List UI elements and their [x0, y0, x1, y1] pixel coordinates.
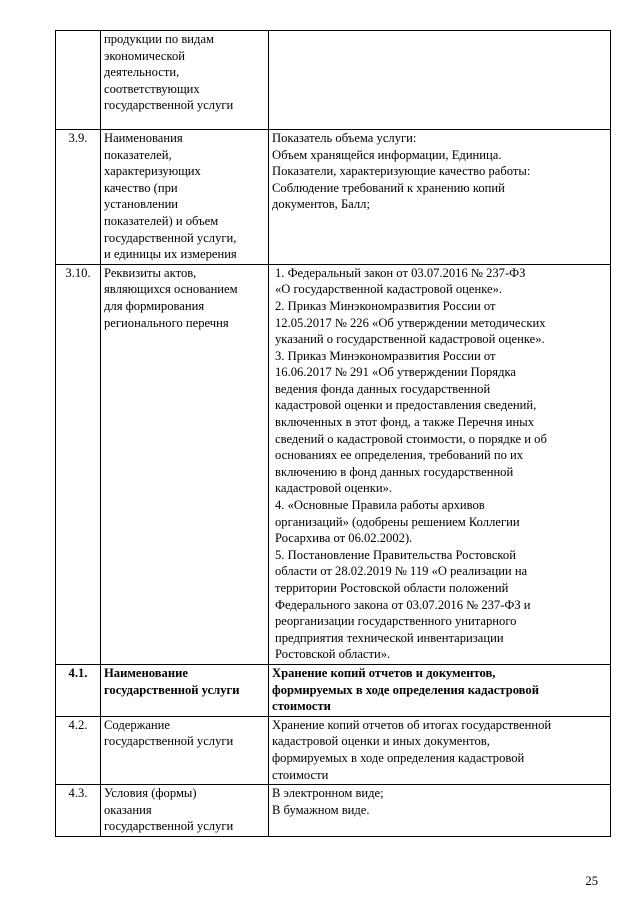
table-row — [56, 716, 611, 784]
page-number: 25 — [585, 874, 598, 888]
cell-line: кадастровой оценки и предоставления сведений, — [275, 398, 537, 413]
cell-line: Хранение копий отчетов об итогах государственной — [272, 717, 552, 732]
row-value — [269, 129, 611, 264]
cell-line: организаций» (одобрены решением Коллегии — [275, 514, 520, 529]
row-number: 3.9. — [56, 129, 101, 264]
cell-line: 12.05.2017 № 226 «Об утверждении методических — [275, 315, 546, 330]
cell-line: Объем хранящейся информации, Единица. — [272, 147, 502, 162]
row-label — [101, 664, 269, 716]
cell-line: сведений о кадастровой стоимости, о порядке и об — [275, 431, 547, 446]
cell-line: территории Ростовской области положений — [275, 581, 509, 595]
table-row — [56, 31, 611, 130]
cell-line: являющихся основанием — [104, 282, 238, 297]
cell-line: установлении — [104, 197, 179, 212]
cell-line: Содержание — [104, 717, 170, 732]
cell-line: указаний о государственной кадастровой оценке». — [275, 332, 545, 347]
cell-line: показателей, — [104, 147, 172, 162]
cell-line: 16.06.2017 № 291 «Об утверждении Порядка — [275, 365, 517, 380]
cell-line: кадастровой оценки и иных документов, — [272, 734, 490, 749]
row-number: 4.1. — [56, 664, 101, 716]
cell-line: 5. Постановление Правительства Ростовской — [275, 547, 516, 562]
cell-line: 1. Федеральный закон от 03.07.2016 № 237-ФЗ — [275, 265, 526, 280]
cell-line: качество (при — [104, 180, 178, 195]
cell-line: Наименования — [104, 130, 183, 145]
cell-line: государственной услуги — [104, 819, 234, 834]
row-number: 4.2. — [56, 716, 101, 784]
cell-line: документов, Балл; — [272, 197, 370, 212]
cell-line: включению в фонд данных государственной — [275, 464, 514, 479]
cell-line: Ростовской области». — [275, 647, 391, 662]
row-number: 3.10. — [56, 264, 101, 664]
cell-line: Хранение копий отчетов и документов, — [272, 665, 496, 680]
cell-line: кадастровой оценки». — [275, 481, 393, 496]
cell-line: государственной услуги — [104, 98, 234, 113]
cell-line: стоимости — [272, 699, 331, 714]
row-label — [101, 31, 269, 130]
table-row — [56, 664, 611, 716]
cell-line: 2. Приказ Минэкономразвития России от — [275, 298, 496, 313]
table-row — [56, 785, 611, 837]
cell-line: стоимости — [272, 767, 329, 782]
cell-line: «О государственной кадастровой оценке». — [275, 282, 503, 297]
cell-line: формируемых в ходе определения кадастровой — [272, 682, 539, 697]
row-label — [101, 264, 269, 664]
cell-line: Росархива от 06.02.2002). — [275, 531, 413, 546]
cell-line: Реквизиты актов, — [104, 265, 197, 280]
cell-line: показателей) и объем — [104, 213, 219, 228]
cell-line: Федерального закона от 03.07.2016 № 237-ФЗ и — [275, 597, 531, 612]
cell-line: экономической — [104, 48, 186, 63]
table-row — [56, 264, 611, 664]
cell-line: Показатели, характеризующие качество работы: — [272, 164, 531, 179]
row-value — [269, 716, 611, 784]
row-value — [269, 264, 611, 664]
cell-line: Наименование — [104, 665, 188, 680]
cell-line: основаниях ее определения, требований по их — [275, 448, 524, 463]
service-table — [55, 30, 611, 837]
row-label — [101, 785, 269, 837]
cell-line: Условия (формы) — [104, 786, 197, 801]
cell-line: государственной услуги, — [104, 230, 237, 245]
cell-line: характеризующих — [104, 164, 201, 179]
table-row — [56, 129, 611, 264]
cell-line: В бумажном виде. — [272, 802, 370, 817]
cell-line: продукции по видам — [104, 32, 214, 46]
row-value — [269, 664, 611, 716]
cell-line: области от 28.02.2019 № 119 «О реализации на — [275, 564, 528, 579]
cell-line: и единицы их измерения — [104, 247, 237, 262]
row-label — [101, 129, 269, 264]
cell-line: оказания — [104, 802, 152, 817]
row-label — [101, 716, 269, 784]
cell-line: деятельности, — [104, 65, 180, 80]
cell-line: формируемых в ходе определения кадастровой — [272, 750, 525, 765]
cell-line: соответствующих — [104, 81, 200, 96]
row-value — [269, 785, 611, 837]
cell-line: для формирования — [104, 298, 205, 313]
row-number: 4.3. — [56, 785, 101, 837]
cell-line: 4. «Основные Правила работы архивов — [275, 498, 485, 513]
row-number — [56, 31, 101, 130]
row-value — [269, 31, 611, 130]
cell-line: государственной услуги — [104, 734, 234, 749]
cell-line: ведения фонда данных государственной — [275, 381, 491, 396]
cell-line: В электронном виде; — [272, 786, 384, 801]
cell-line: регионального перечня — [104, 315, 229, 330]
cell-line: предприятия технической инвентаризации — [275, 630, 504, 645]
cell-line: Соблюдение требований к хранению копий — [272, 180, 505, 195]
cell-line: 3. Приказ Минэкономразвития России от — [275, 348, 496, 363]
cell-line: включенных в этот фонд, а также Перечня иных — [275, 415, 534, 430]
cell-line: реорганизации государственного унитарного — [275, 614, 517, 629]
cell-line: государственной услуги — [104, 682, 240, 697]
cell-line: Показатель объема услуги: — [272, 130, 417, 145]
